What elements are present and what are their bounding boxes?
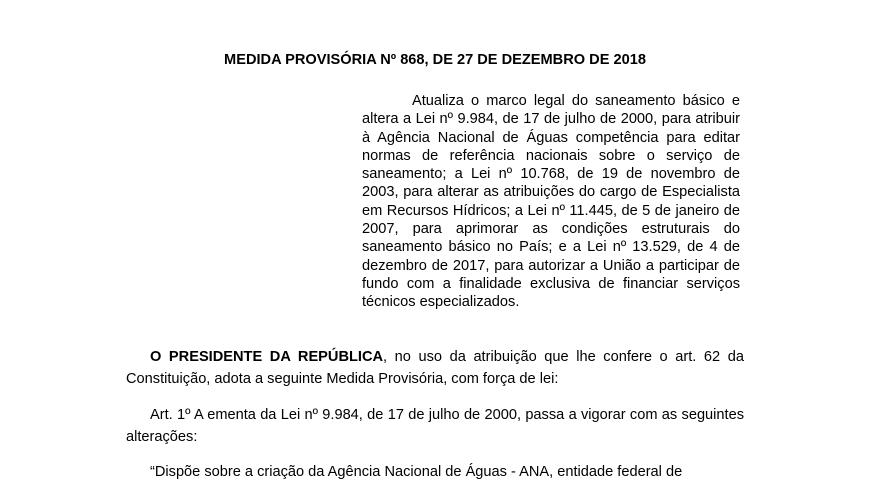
quoted-text-paragraph: “Dispõe sobre a criação da Agência Nacional de Águas - ANA, entidade federal de — [150, 464, 683, 480]
article-1-paragraph: Art. 1º A ementa da Lei nº 9.984, de 17 de julho de 2000, passa a vigorar com as seguintes alterações: — [126, 407, 744, 445]
preamble-bold-lead: O PRESIDENTE DA REPÚBLICA — [150, 349, 384, 365]
preamble-paragraph — [126, 346, 744, 390]
page-title: MEDIDA PROVISÓRIA Nº 868, DE 27 DE DEZEMBRO DE 2018 — [224, 52, 646, 68]
preamble-text: , no uso da atribuição que lhe confere o art. 62 da Constituição, adota a seguinte Medida Provisória, com força de lei: — [126, 349, 744, 387]
ementa-paragraph: Atualiza o marco legal do saneamento básico e altera a Lei nº 9.984, de 17 de julho de 2000, para atribuir à Agência Nacional de Águas competência para editar normas de referência nacionais sobre o serviço de saneamento; a Lei nº 10.768, de 19 de novembro de 2003, para alterar as atribuições do cargo de Especialista em Recursos Hídricos; a Lei nº 11.445, de 5 de janeiro de 2007, para aprimorar as condições estruturais do saneamento básico no País; e a Lei nº 13.529, de 4 de dezembro de 2017, para autorizar a União a participar de fundo com a finalidade exclusiva de financiar serviços técnicos especializados. — [362, 93, 740, 311]
